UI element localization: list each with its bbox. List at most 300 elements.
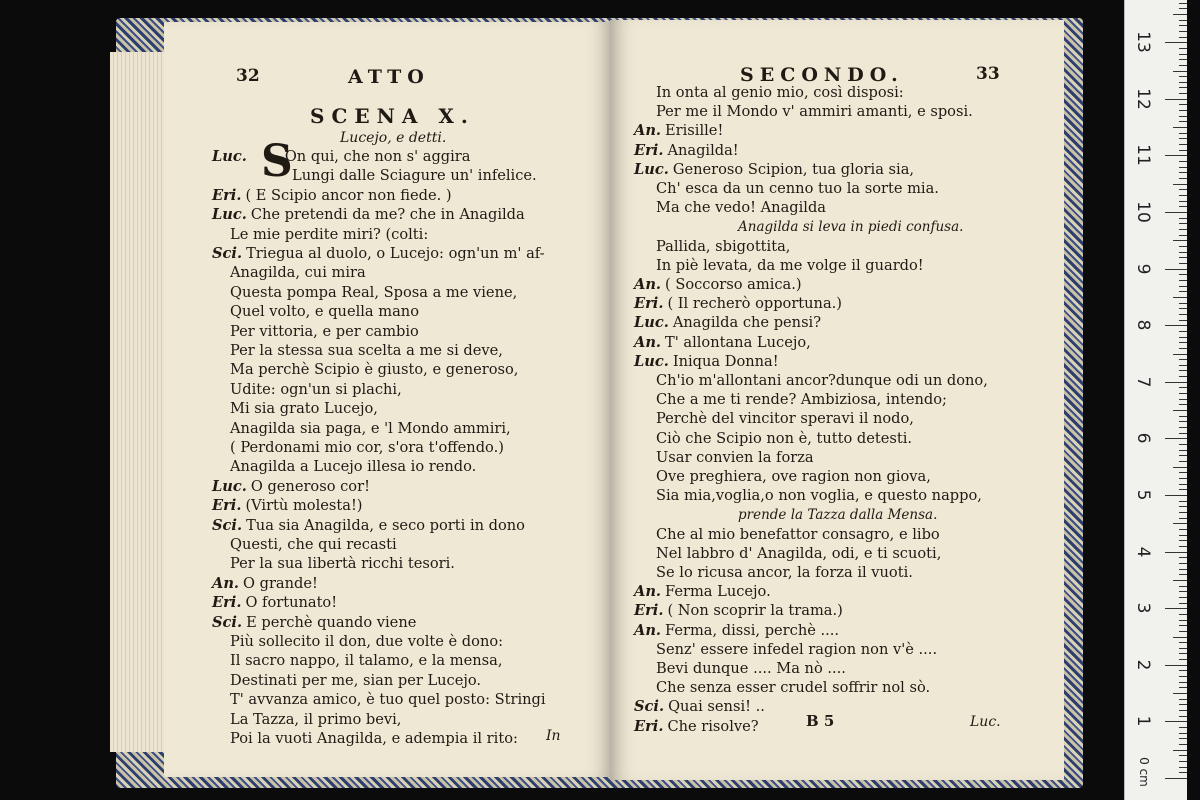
ruler-tick xyxy=(1173,523,1187,524)
stage-direction: prende la Tazza dalla Mensa. xyxy=(738,507,938,524)
ruler-tick xyxy=(1179,370,1187,371)
line-text: Ma che vedo! Anagilda xyxy=(656,199,827,217)
text-line xyxy=(634,334,811,352)
ruler-tick xyxy=(1179,501,1187,502)
text-line xyxy=(230,264,366,282)
text-line xyxy=(292,167,537,185)
ruler-number: 5 xyxy=(1133,489,1153,501)
line-text: Che pretendi da me? che in Anagilda xyxy=(250,206,525,224)
line-text: Usar convien la forza xyxy=(656,448,814,466)
ruler-tick xyxy=(1173,184,1187,185)
line-text: ( Non scoprir la trama.) xyxy=(667,602,843,620)
ruler-tick xyxy=(1179,59,1187,60)
text-line xyxy=(212,148,470,166)
text-line xyxy=(230,400,378,418)
line-text: On qui, che non s' aggira xyxy=(284,148,471,165)
ruler-tick xyxy=(1165,155,1187,156)
ruler-tick xyxy=(1179,286,1187,287)
right-page-number: 33 xyxy=(976,64,1000,84)
text-line xyxy=(656,564,913,582)
ruler-tick xyxy=(1179,450,1187,451)
text-line xyxy=(656,641,937,659)
ruler-tick xyxy=(1179,161,1187,162)
text-line xyxy=(656,410,914,428)
left-page xyxy=(164,22,612,777)
ruler-tick xyxy=(1179,404,1187,405)
text-line xyxy=(212,497,363,515)
line-text: (Virtù molesta!) xyxy=(245,497,363,515)
ruler-tick xyxy=(1179,359,1187,360)
speaker-label: An. xyxy=(634,122,662,140)
ruler-tick xyxy=(1179,87,1187,88)
ruler-tick xyxy=(1179,399,1187,400)
ruler-tick xyxy=(1179,110,1187,111)
ruler-tick xyxy=(1179,20,1187,21)
line-text: Lungi dalle Sciagure un' infelice. xyxy=(292,167,537,185)
left-running-head: ATTO xyxy=(348,66,430,88)
ruler-tick xyxy=(1165,382,1187,383)
ruler-tick xyxy=(1179,557,1187,558)
line-text: Che al mio benefattor consagro, e libo xyxy=(656,525,940,543)
text-line xyxy=(738,506,937,524)
text-line xyxy=(634,122,723,140)
text-line xyxy=(212,517,525,535)
text-line xyxy=(656,660,846,678)
ruler-number: 2 xyxy=(1133,659,1153,671)
ruler-tick xyxy=(1179,133,1187,134)
ruler-tick xyxy=(1173,580,1187,581)
ruler-tick xyxy=(1179,472,1187,473)
line-text: Sia mia,voglia,o non voglia, e questo nappo, xyxy=(656,487,982,505)
speaker-label: Sci. xyxy=(212,245,243,262)
text-line xyxy=(634,314,821,332)
text-line xyxy=(634,698,765,716)
line-text: Iniqua Donna! xyxy=(672,352,779,370)
speaker-label: Luc. xyxy=(634,352,669,370)
line-text: Che a me ti rende? Ambiziosa, intendo; xyxy=(656,391,947,409)
line-text: Anagilda che pensi? xyxy=(672,314,822,332)
ruler-tick xyxy=(1179,172,1187,173)
line-text: Questa pompa Real, Sposa a me viene, xyxy=(230,283,518,301)
ruler-tick xyxy=(1179,772,1187,773)
scene-title: SCENA X. xyxy=(310,104,475,128)
ruler-tick xyxy=(1165,438,1187,439)
ruler-tick xyxy=(1173,71,1187,72)
ruler-tick xyxy=(1179,348,1187,349)
speaker-label: An. xyxy=(634,276,662,293)
ruler-tick xyxy=(1179,144,1187,145)
ruler-tick xyxy=(1179,546,1187,547)
text-line xyxy=(230,536,397,554)
ruler-tick xyxy=(1165,552,1187,553)
line-text: ( Perdonami mio cor, s'ora t'offendo.) xyxy=(230,439,504,456)
ruler-number: 10 xyxy=(1133,201,1153,223)
line-text: Destinati per me, sian per Lucejo. xyxy=(230,671,482,689)
line-text: Ma perchè Scipio è giusto, e generoso, xyxy=(230,361,519,379)
ruler-tick xyxy=(1179,25,1187,26)
ruler-tick xyxy=(1179,444,1187,445)
text-line xyxy=(230,652,502,670)
ruler-tick xyxy=(1179,93,1187,94)
ruler-tick xyxy=(1165,212,1187,213)
left-catchword: In xyxy=(546,728,561,744)
ruler-number: 1 xyxy=(1133,715,1153,727)
text-line xyxy=(230,730,518,748)
text-line xyxy=(230,226,428,244)
text-line xyxy=(656,84,904,102)
ruler-tick xyxy=(1179,31,1187,32)
ruler-tick xyxy=(1173,240,1187,241)
line-text: Generoso Scipion, tua gloria sia, xyxy=(672,160,915,178)
ruler-tick xyxy=(1179,620,1187,621)
speaker-label: Sci. xyxy=(212,613,243,631)
text-line xyxy=(656,449,814,467)
ruler-tick xyxy=(1179,433,1187,434)
line-text: Quel volto, e quella mano xyxy=(230,303,419,321)
ruler-tick xyxy=(1179,320,1187,321)
ruler-tick xyxy=(1179,235,1187,236)
line-text: T' avvanza amico, è tuo quel posto: Stringi xyxy=(230,691,546,709)
ruler-tick xyxy=(1179,597,1187,598)
ruler-tick xyxy=(1179,393,1187,394)
ruler-tick xyxy=(1165,608,1187,609)
line-text: Mi sia grato Lucejo, xyxy=(230,400,378,418)
ruler-tick xyxy=(1179,642,1187,643)
text-line xyxy=(212,206,525,224)
speaker-label: Sci. xyxy=(634,698,665,716)
line-text: Tua sia Anagilda, e seco porti in dono xyxy=(246,516,525,534)
ruler-tick xyxy=(1179,274,1187,275)
ruler-tick xyxy=(1173,693,1187,694)
speaker-label: An. xyxy=(212,574,240,592)
text-line xyxy=(656,679,930,697)
ruler-tick xyxy=(1179,246,1187,247)
text-line xyxy=(230,458,476,476)
speaker-label: Luc. xyxy=(634,314,669,332)
ruler-tick xyxy=(1179,65,1187,66)
line-text: Ferma, dissi, perchè .... xyxy=(665,621,840,639)
ruler-tick xyxy=(1179,263,1187,264)
text-line xyxy=(230,303,419,321)
ruler-tick xyxy=(1173,467,1187,468)
text-line xyxy=(230,633,503,651)
line-text: Nel labbro d' Anagilda, odi, e ti scuoti, xyxy=(656,544,942,562)
ruler-tick xyxy=(1179,257,1187,258)
line-text: Ch'io m'allontani ancor?dunque odi un dono, xyxy=(656,372,988,389)
ruler-tick xyxy=(1179,569,1187,570)
text-line xyxy=(656,103,973,121)
page-edges xyxy=(110,52,170,752)
line-text: Erisille! xyxy=(665,122,724,140)
line-text: Anagilda, cui mira xyxy=(230,264,366,282)
speaker-label: Luc. xyxy=(634,160,669,178)
ruler-tick xyxy=(1179,614,1187,615)
ruler-tick xyxy=(1173,637,1187,638)
ruler-tick xyxy=(1179,625,1187,626)
text-line xyxy=(656,238,790,256)
line-text: Per la stessa sua scelta a me si deve, xyxy=(230,342,503,359)
line-text: Più sollecito il don, due volte è dono: xyxy=(230,633,504,650)
ruler-tick xyxy=(1179,427,1187,428)
speaker-label: Luc. xyxy=(212,477,247,495)
ruler-tick xyxy=(1179,82,1187,83)
text-line xyxy=(230,361,518,379)
line-text: Anagilda sia paga, e 'l Mondo ammiri, xyxy=(230,419,511,437)
line-text: Le mie perdite miri? (colti: xyxy=(230,225,429,243)
ruler-tick xyxy=(1179,314,1187,315)
drop-cap: S xyxy=(261,136,293,187)
ruler-tick xyxy=(1179,744,1187,745)
right-page xyxy=(610,20,1064,780)
ruler-tick xyxy=(1179,416,1187,417)
speaker-label: Luc. xyxy=(212,148,247,165)
ruler-tick xyxy=(1179,455,1187,456)
text-line xyxy=(212,575,318,593)
text-line xyxy=(656,526,940,544)
ruler-tick xyxy=(1179,670,1187,671)
text-line xyxy=(212,614,416,632)
line-text: O grande! xyxy=(243,574,318,592)
ruler-tick xyxy=(1179,648,1187,649)
text-line xyxy=(634,602,843,620)
ruler-tick xyxy=(1179,563,1187,564)
ruler-tick xyxy=(1165,99,1187,100)
text-line xyxy=(634,622,839,640)
ruler-tick xyxy=(1179,704,1187,705)
ruler-tick xyxy=(1179,603,1187,604)
ruler-tick xyxy=(1179,206,1187,207)
line-text: ( E Scipio ancor non fiede. ) xyxy=(245,186,452,204)
line-text: E perchè quando viene xyxy=(246,613,417,631)
ruler-tick xyxy=(1165,325,1187,326)
ruler-tick xyxy=(1179,586,1187,587)
line-text: Per vittoria, e per cambio xyxy=(230,322,419,340)
line-text: O generoso cor! xyxy=(250,477,370,495)
text-line xyxy=(230,672,481,690)
line-text: Per la sua libertà ricchi tesori. xyxy=(230,555,455,573)
left-page-number: 32 xyxy=(236,66,260,86)
line-text: In onta al genio mio, così disposi: xyxy=(656,84,904,101)
ruler-tick xyxy=(1179,716,1187,717)
text-line xyxy=(212,594,337,612)
ruler-tick xyxy=(1179,48,1187,49)
ruler-tick xyxy=(1179,303,1187,304)
ruler-tick xyxy=(1173,354,1187,355)
text-line xyxy=(634,142,739,160)
text-line xyxy=(634,161,914,179)
ruler-number: 6 xyxy=(1133,432,1153,444)
line-text: ( Soccorso amica.) xyxy=(665,276,802,293)
ruler-tick xyxy=(1179,710,1187,711)
ruler-number: 13 xyxy=(1133,31,1153,53)
text-line xyxy=(212,187,452,205)
ruler-tick xyxy=(1165,42,1187,43)
line-text: Ciò che Scipio non è, tutto detesti. xyxy=(656,429,913,447)
text-line xyxy=(634,353,779,371)
speaker-label: Eri. xyxy=(634,602,664,620)
ruler-tick xyxy=(1179,653,1187,654)
ruler-tick xyxy=(1179,104,1187,105)
text-line xyxy=(656,257,924,275)
line-text: Triegua al duolo, o Lucejo: ogn'un m' af- xyxy=(246,245,545,262)
line-text: Questi, che qui recasti xyxy=(230,536,397,553)
text-line xyxy=(656,430,912,448)
ruler-unit: 0 cm xyxy=(1136,757,1151,787)
ruler-tick xyxy=(1179,761,1187,762)
ruler-tick xyxy=(1179,167,1187,168)
text-line xyxy=(656,487,982,505)
line-text: Poi la vuoti Anagilda, e adempia il rito: xyxy=(230,730,518,747)
ruler-tick xyxy=(1179,252,1187,253)
ruler-tick xyxy=(1179,727,1187,728)
ruler-number: 8 xyxy=(1133,319,1153,331)
ruler-tick xyxy=(1179,195,1187,196)
line-text: O fortunato! xyxy=(245,594,338,612)
ruler-tick xyxy=(1179,218,1187,219)
ruler-tick xyxy=(1179,280,1187,281)
ruler-tick xyxy=(1179,591,1187,592)
ruler-number: 12 xyxy=(1133,87,1153,110)
ruler-tick xyxy=(1179,76,1187,77)
signature-mark: B 5 xyxy=(806,712,835,730)
ruler-tick xyxy=(1179,308,1187,309)
open-book xyxy=(108,12,1083,790)
ruler-tick xyxy=(1179,201,1187,202)
ruler-tick xyxy=(1173,127,1187,128)
text-line xyxy=(230,342,503,360)
ruler-tick xyxy=(1179,331,1187,332)
characters-note: Lucejo, e detti. xyxy=(340,130,447,146)
text-line xyxy=(634,583,771,601)
ruler-tick xyxy=(1179,37,1187,38)
ruler-tick xyxy=(1179,365,1187,366)
line-text: Per me il Mondo v' ammiri amanti, e sposi. xyxy=(656,103,973,121)
line-text: Ove preghiera, ove ragion non giova, xyxy=(656,468,931,485)
ruler-tick xyxy=(1179,631,1187,632)
speaker-label: Eri. xyxy=(634,717,664,735)
text-line xyxy=(656,468,931,486)
text-line xyxy=(230,420,511,438)
ruler-tick xyxy=(1179,682,1187,683)
ruler-tick xyxy=(1165,665,1187,666)
line-text: Udite: ogn'un si plachi, xyxy=(230,380,402,398)
ruler-tick xyxy=(1179,733,1187,734)
ruler-tick xyxy=(1179,676,1187,677)
ruler-tick xyxy=(1173,14,1187,15)
ruler-tick xyxy=(1179,461,1187,462)
speaker-label: Eri. xyxy=(212,186,242,204)
text-line xyxy=(230,439,504,457)
ruler-tick xyxy=(1179,574,1187,575)
ruler-tick xyxy=(1165,778,1187,779)
line-text: T' allontana Lucejo, xyxy=(665,333,811,351)
ruler-tick xyxy=(1173,410,1187,411)
line-text: Quai sensi! .. xyxy=(668,698,765,716)
ruler-tick xyxy=(1179,121,1187,122)
line-text: Bevi dunque .... Ma nò .... xyxy=(656,660,846,677)
text-line xyxy=(230,381,402,399)
ruler-number: 11 xyxy=(1133,144,1153,167)
ruler-tick xyxy=(1179,3,1187,4)
ruler-tick xyxy=(1179,376,1187,377)
line-text: Senz' essere infedel ragion non v'è .... xyxy=(656,640,938,658)
ruler-tick xyxy=(1179,150,1187,151)
ruler-tick xyxy=(1179,659,1187,660)
text-line xyxy=(656,372,988,390)
ruler-tick xyxy=(1179,178,1187,179)
ruler-tick xyxy=(1179,738,1187,739)
ruler-tick xyxy=(1179,223,1187,224)
line-text: Che senza esser crudel soffrir nol sò. xyxy=(656,679,931,697)
measurement-ruler xyxy=(1124,0,1187,800)
line-text: Che risolve? xyxy=(667,717,759,735)
ruler-tick xyxy=(1179,116,1187,117)
text-line xyxy=(656,199,826,217)
text-line xyxy=(634,276,802,294)
text-line xyxy=(230,691,546,709)
ruler-tick xyxy=(1179,54,1187,55)
ruler-tick xyxy=(1179,337,1187,338)
ruler-tick xyxy=(1179,421,1187,422)
text-line xyxy=(656,545,941,563)
text-line xyxy=(634,718,759,736)
speaker-label: An. xyxy=(634,621,662,639)
ruler-tick xyxy=(1173,750,1187,751)
right-catchword: Luc. xyxy=(970,714,1001,730)
line-text: Il sacro nappo, il talamo, e la mensa, xyxy=(230,652,503,670)
ruler-tick xyxy=(1179,540,1187,541)
ruler-tick xyxy=(1165,269,1187,270)
line-text: ( Il recherò opportuna.) xyxy=(667,295,842,313)
ruler-tick xyxy=(1165,721,1187,722)
text-line xyxy=(212,245,545,263)
line-text: Perchè del vincitor speravi il nodo, xyxy=(656,410,914,428)
text-line xyxy=(656,391,947,409)
ruler-tick xyxy=(1179,512,1187,513)
ruler-tick xyxy=(1179,489,1187,490)
ruler-tick xyxy=(1179,755,1187,756)
text-line xyxy=(656,180,939,198)
ruler-tick xyxy=(1179,342,1187,343)
ruler-tick xyxy=(1179,506,1187,507)
ruler-tick xyxy=(1179,478,1187,479)
ruler-tick xyxy=(1173,297,1187,298)
ruler-number: 4 xyxy=(1133,546,1153,557)
ruler-tick xyxy=(1179,535,1187,536)
ruler-tick xyxy=(1179,699,1187,700)
stage-direction: Anagilda si leva in piedi confusa. xyxy=(738,219,964,236)
ruler-tick xyxy=(1179,484,1187,485)
line-text: Anagilda! xyxy=(667,141,739,159)
speaker-label: Sci. xyxy=(212,516,243,534)
ruler-number: 3 xyxy=(1133,602,1153,614)
text-line xyxy=(634,295,842,313)
ruler-tick xyxy=(1165,495,1187,496)
speaker-label: Eri. xyxy=(634,141,664,159)
line-text: In piè levata, da me volge il guardo! xyxy=(656,256,924,274)
speaker-label: Eri. xyxy=(634,295,664,313)
ruler-tick xyxy=(1179,518,1187,519)
ruler-number: 7 xyxy=(1133,376,1153,388)
text-line xyxy=(230,711,401,729)
ruler-tick xyxy=(1179,138,1187,139)
line-text: Ch' esca da un cenno tuo la sorte mia. xyxy=(656,180,939,197)
text-line xyxy=(738,218,963,236)
text-line xyxy=(230,323,419,341)
line-text: Ferma Lucejo. xyxy=(665,583,771,601)
right-running-head: SECONDO. xyxy=(740,64,904,86)
ruler-number: 9 xyxy=(1133,263,1153,274)
